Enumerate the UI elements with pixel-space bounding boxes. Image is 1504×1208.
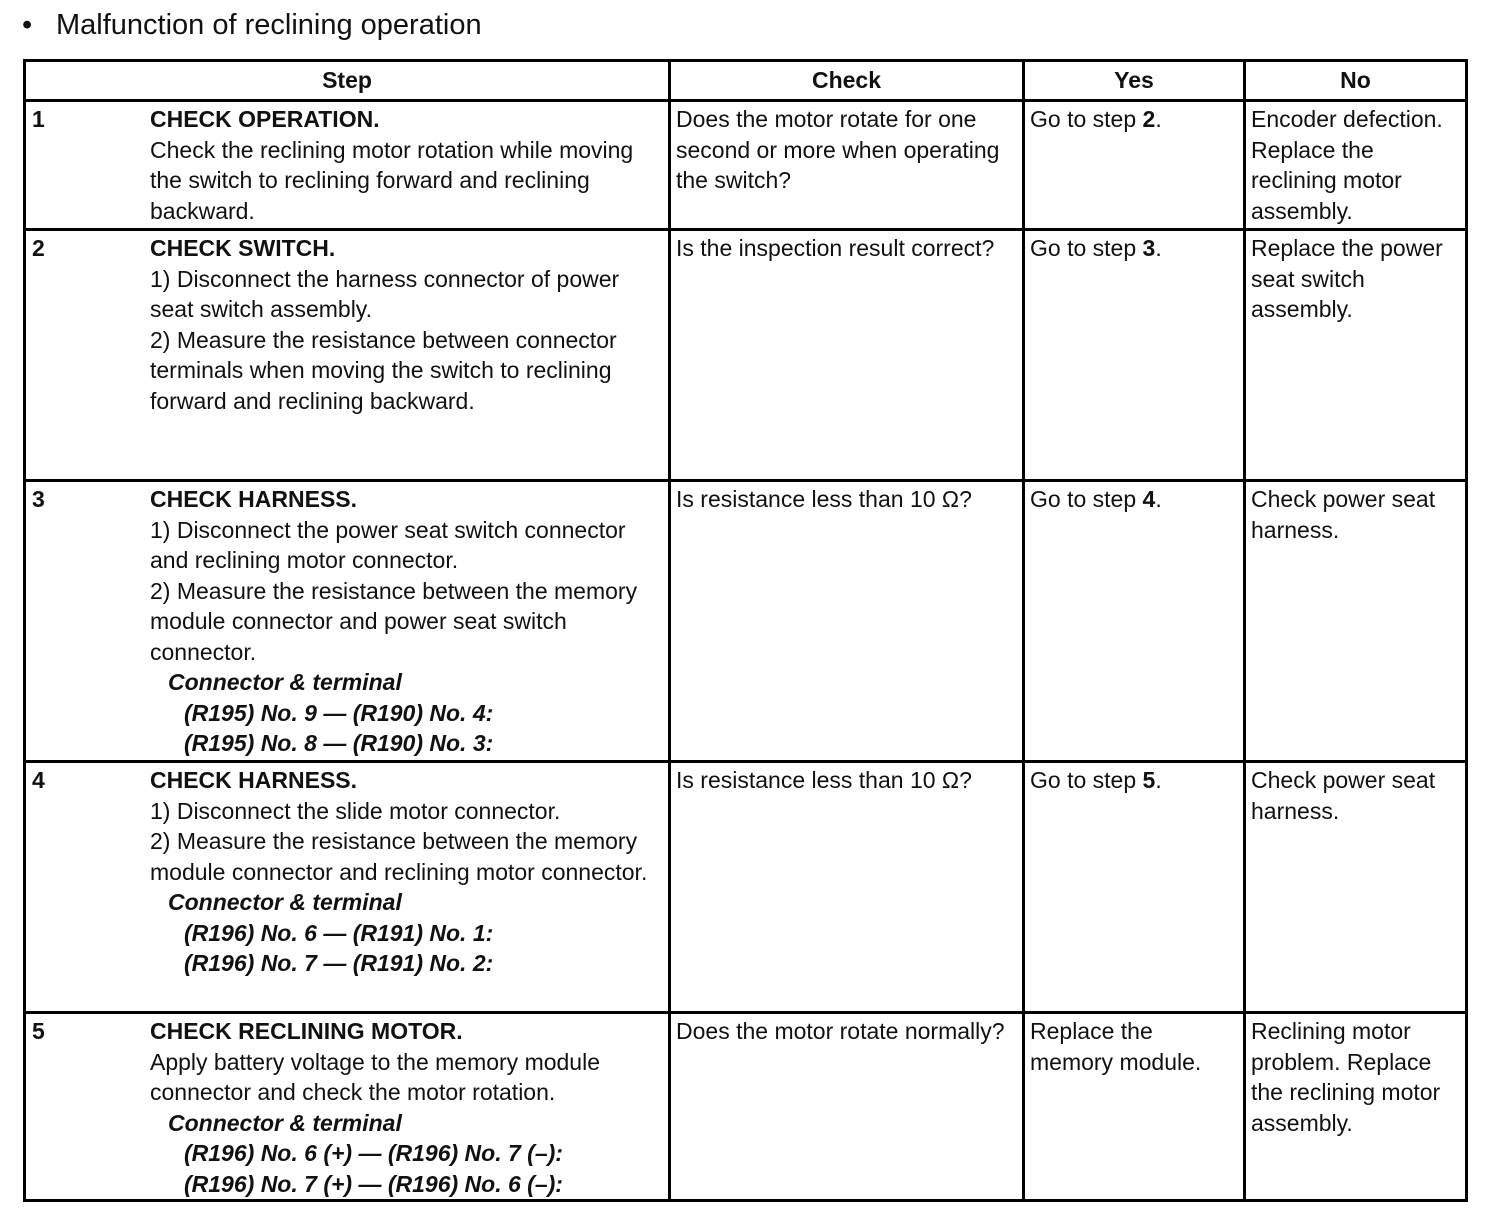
yes-step-number: 4: [1142, 486, 1156, 512]
no-action: Reclining motor problem. Replace the reclining motor assembly.: [1251, 1018, 1441, 1136]
header-check: Check: [670, 61, 1024, 101]
step-number: 3: [32, 486, 45, 512]
step-instruction: Check the reclining motor rotation while moving the switch to reclining forward and reclining backward.: [150, 136, 634, 224]
table-row: [25, 1013, 1467, 1201]
table-row: [25, 762, 1467, 1013]
bullet-icon: •: [22, 9, 33, 41]
connector-terminal-title: Connector & terminal: [168, 889, 402, 915]
no-action: Encoder defection. Replace the reclining motor assembly.: [1251, 106, 1443, 224]
step-heading: CHECK SWITCH.: [150, 235, 336, 261]
step-number: 1: [32, 106, 45, 132]
check-cell: [670, 762, 1024, 1013]
yes-step-number: 5: [1142, 767, 1156, 793]
yes-suffix: .: [1155, 235, 1162, 261]
check-cell: [670, 230, 1024, 481]
step-cell: [25, 230, 670, 481]
yes-cell: [1024, 1013, 1245, 1201]
connector-terminal-pair: (R195) No. 9 — (R190) No. 4:: [184, 699, 494, 726]
step-instruction: 1) Disconnect the slide motor connector.: [150, 797, 561, 824]
no-cell: [1245, 762, 1467, 1013]
check-cell: [670, 481, 1024, 762]
yes-suffix: .: [1155, 486, 1162, 512]
step-heading: CHECK HARNESS.: [150, 767, 358, 793]
no-action: Check power seat harness.: [1251, 486, 1436, 543]
step-instruction: 1) Disconnect the harness connector of power seat switch assembly.: [150, 265, 620, 322]
connector-terminal-pair: (R196) No. 7 (+) — (R196) No. 6 (–):: [184, 1170, 563, 1197]
yes-step-number: 3: [1142, 235, 1156, 261]
troubleshooting-table: [23, 59, 1468, 1202]
yes-suffix: .: [1155, 767, 1162, 793]
check-question: Does the motor rotate normally?: [676, 1018, 1005, 1044]
step-instruction: 1) Disconnect the power seat switch connector and reclining motor connector.: [150, 516, 626, 573]
step-number: 5: [32, 1018, 45, 1044]
no-cell: [1245, 101, 1467, 230]
connector-terminal-pair: (R196) No. 6 — (R191) No. 1:: [184, 919, 494, 946]
yes-prefix: Go to step: [1030, 486, 1143, 512]
no-cell: [1245, 481, 1467, 762]
check-cell: [670, 101, 1024, 230]
yes-step-number: 2: [1142, 106, 1156, 132]
yes-cell: [1024, 101, 1245, 230]
check-question: Is resistance less than 10 Ω?: [676, 486, 972, 512]
table-row: [25, 481, 1467, 762]
header-yes: Yes: [1024, 61, 1245, 101]
connector-terminal-pair: (R195) No. 8 — (R190) No. 3:: [184, 730, 494, 756]
step-cell: [25, 1013, 670, 1201]
table-row: [25, 230, 1467, 481]
step-heading: CHECK RECLINING MOTOR.: [150, 1018, 463, 1044]
yes-prefix: Replace the memory module.: [1030, 1018, 1202, 1075]
header-step: Step: [25, 61, 670, 101]
no-action: Check power seat harness.: [1251, 767, 1436, 824]
step-body: [150, 233, 664, 416]
step-cell: [25, 481, 670, 762]
yes-suffix: .: [1155, 106, 1162, 132]
section-title: [22, 6, 482, 44]
step-body: [150, 484, 664, 759]
header-no: No: [1245, 61, 1467, 101]
connector-terminal-title: Connector & terminal: [168, 669, 402, 695]
section-title-text: Malfunction of reclining operation: [56, 9, 482, 41]
check-question: Is resistance less than 10 Ω?: [676, 767, 972, 793]
check-question: Is the inspection result correct?: [676, 235, 995, 261]
step-number: 2: [32, 235, 45, 261]
yes-prefix: Go to step: [1030, 767, 1143, 793]
yes-cell: [1024, 481, 1245, 762]
step-heading: CHECK HARNESS.: [150, 486, 358, 512]
step-cell: [25, 101, 670, 230]
no-cell: [1245, 1013, 1467, 1201]
no-action: Replace the power seat switch assembly.: [1251, 235, 1443, 322]
step-body: [150, 1016, 664, 1199]
step-body: [150, 765, 664, 979]
step-instruction: 2) Measure the resistance between the memory module connector and reclining motor connector.: [150, 828, 648, 885]
step-cell: [25, 762, 670, 1013]
connector-terminal-title: Connector & terminal: [168, 1109, 402, 1136]
connector-terminal-pair: (R196) No. 7 — (R191) No. 2:: [184, 950, 494, 976]
step-instruction: Apply battery voltage to the memory module connector and check the motor rotation.: [150, 1048, 601, 1105]
check-question: Does the motor rotate for one second or more when operating the switch?: [676, 106, 1000, 193]
step-instruction: 2) Measure the resistance between connector terminals when moving the switch to reclining forward and reclining backward.: [150, 326, 617, 414]
connector-terminal-pair: (R196) No. 6 (+) — (R196) No. 7 (–):: [184, 1140, 563, 1166]
table-row: [25, 101, 1467, 230]
yes-cell: [1024, 230, 1245, 481]
yes-prefix: Go to step: [1030, 106, 1143, 132]
yes-cell: [1024, 762, 1245, 1013]
no-cell: [1245, 230, 1467, 481]
check-cell: [670, 1013, 1024, 1201]
step-body: [150, 104, 664, 226]
step-instruction: 2) Measure the resistance between the memory module connector and power seat switch connector.: [150, 577, 638, 665]
yes-prefix: Go to step: [1030, 235, 1143, 261]
step-number: 4: [32, 767, 45, 793]
step-heading: CHECK OPERATION.: [150, 106, 380, 132]
header-row: [25, 61, 1467, 101]
